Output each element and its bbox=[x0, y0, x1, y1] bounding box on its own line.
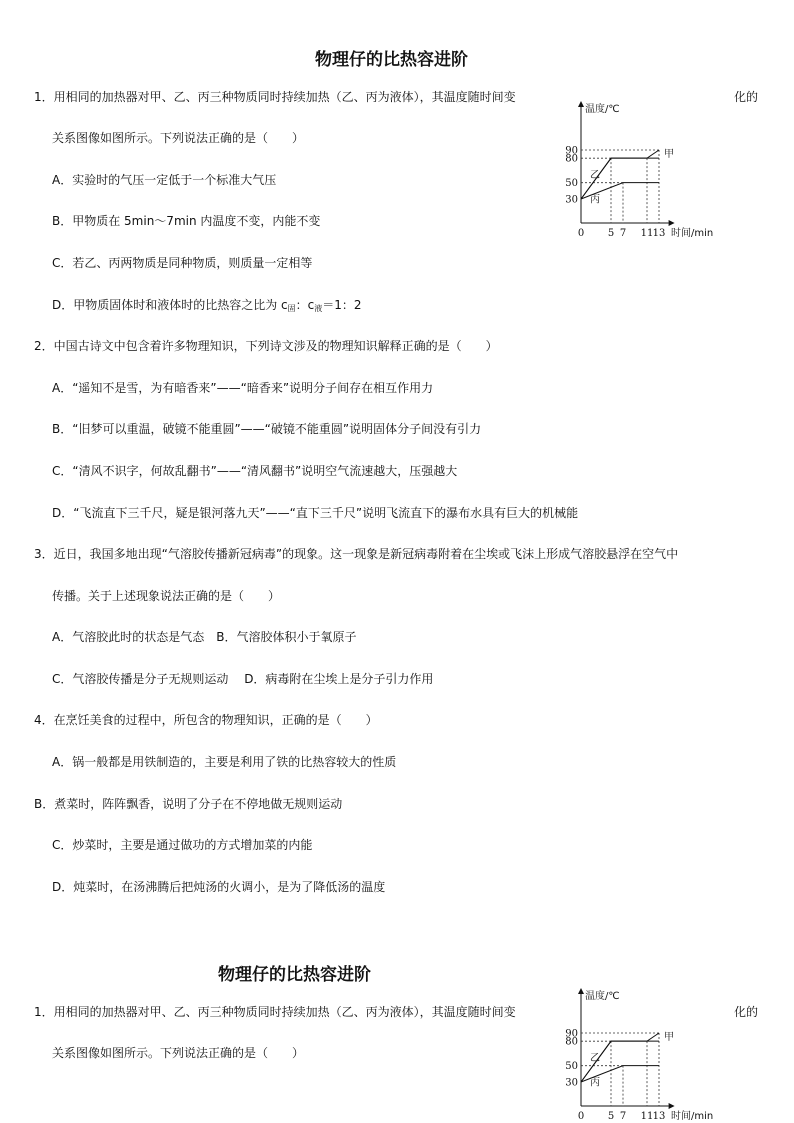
x-tick-label: 13 bbox=[652, 1111, 666, 1122]
q4-option-c: C．炒菜时，主要是通过做功的方式增加菜的内能 bbox=[52, 838, 313, 852]
temperature-time-graph-repeat bbox=[560, 985, 740, 1123]
q1-option-a: A．实验时的气压一定低于一个标准大气压 bbox=[52, 173, 277, 187]
q1-option-d-mid: ：c bbox=[295, 298, 315, 312]
series-label-bing: 丙 bbox=[590, 1077, 600, 1089]
q3-options-ab: A．气溶胶此时的状态是气态 B．气溶胶体积小于氧原子 bbox=[52, 630, 357, 644]
x-tick-label: 11 bbox=[640, 1111, 654, 1122]
q1-line2-repeat: 关系图像如图所示。下列说法正确的是（ ） bbox=[52, 1046, 305, 1060]
series-label-yi: 乙 bbox=[590, 169, 600, 181]
q2-stem: 2．中国古诗文中包含着许多物理知识，下列诗文涉及的物理知识解释正确的是（ ） bbox=[34, 339, 498, 353]
q2-option-a: A．“遥知不是雪，为有暗香来”——“暗香来”说明分子间存在相互作用力 bbox=[52, 381, 434, 395]
y-tick-label: 90 bbox=[565, 145, 578, 157]
q4-option-a: A．锅一般都是用铁制造的，主要是利用了铁的比热容较大的性质 bbox=[52, 755, 397, 769]
q1-option-d-sub2: 液 bbox=[314, 304, 323, 313]
q4-stem: 4．在烹饪美食的过程中，所包含的物理知识，正确的是（ ） bbox=[34, 713, 378, 727]
q1-line1: 1．用相同的加热器对甲、乙、丙三种物质同时持续加热（乙、丙为液体），其温度随时间变 bbox=[34, 90, 516, 104]
q1-line1-repeat: 1．用相同的加热器对甲、乙、丙三种物质同时持续加热（乙、丙为液体），其温度随时间变 bbox=[34, 1005, 516, 1019]
temperature-time-graph bbox=[560, 98, 740, 246]
q1-line2: 关系图像如图所示。下列说法正确的是（ ） bbox=[52, 131, 305, 145]
q1-option-d bbox=[52, 298, 362, 316]
y-axis-arrow bbox=[578, 988, 584, 994]
q4-option-b: B．煮菜时，阵阵飘香，说明了分子在不停地做无规则运动 bbox=[34, 797, 343, 811]
y-tick-label: 80 bbox=[565, 153, 578, 165]
q1-option-d-sub1: 固 bbox=[287, 304, 296, 313]
x-axis-arrow bbox=[669, 1103, 675, 1109]
y-tick-label: 50 bbox=[565, 178, 578, 190]
q2-option-c: C．“清风不识字，何故乱翻书”——“清风翻书”说明空气流速越大，压强越大 bbox=[52, 464, 458, 478]
x-axis-arrow bbox=[669, 220, 675, 226]
series-label-bing: 丙 bbox=[590, 194, 600, 206]
y-tick-label: 50 bbox=[565, 1061, 578, 1073]
series-label-jia: 甲 bbox=[664, 1032, 674, 1044]
series-label-jia: 甲 bbox=[664, 149, 674, 161]
q3-line2: 传播。关于上述现象说法正确的是（ ） bbox=[52, 589, 281, 603]
page-title-repeat: 物理仔的比热容进阶 bbox=[218, 965, 371, 985]
x-axis-label: 时间/min bbox=[671, 1111, 714, 1122]
q1-line1-tail-repeat: 化的 bbox=[734, 1005, 759, 1019]
x-tick-label: 13 bbox=[652, 228, 666, 239]
q1-line1-tail: 化的 bbox=[734, 90, 759, 104]
y-tick-label: 80 bbox=[565, 1036, 578, 1048]
q1-option-d-prefix: D．甲物质固体时和液体时的比热容之比为 c bbox=[52, 298, 288, 312]
y-axis-arrow bbox=[578, 101, 584, 107]
q2-option-b: B．“旧梦可以重温，破镜不能重圆”——“破镜不能重圆”说明固体分子间没有引力 bbox=[52, 422, 482, 436]
x-tick-label: 5 bbox=[607, 228, 615, 239]
x-tick-label: 7 bbox=[619, 228, 627, 239]
x-tick-label: 5 bbox=[607, 1111, 615, 1122]
q3-line1: 3．近日，我国多地出现“气溶胶传播新冠病毒”的现象。这一现象是新冠病毒附着在尘埃或飞沫上形成气溶胶悬浮在空气中 bbox=[34, 547, 679, 561]
q1-option-d-suffix: ＝1：2 bbox=[322, 298, 362, 312]
y-tick-label: 30 bbox=[565, 1077, 578, 1089]
x-tick-label: 11 bbox=[640, 228, 654, 239]
x-tick-label: 0 bbox=[577, 1111, 585, 1122]
series-label-yi: 乙 bbox=[590, 1052, 600, 1064]
q1-option-c: C．若乙、丙两物质是同种物质，则质量一定相等 bbox=[52, 256, 313, 270]
x-tick-label: 0 bbox=[577, 228, 585, 239]
y-axis-label: 温度/℃ bbox=[585, 104, 620, 115]
q3-options-cd: C．气溶胶传播是分子无规则运动 D．病毒附在尘埃上是分子引力作用 bbox=[52, 672, 434, 686]
q4-option-d: D．炖菜时，在汤沸腾后把炖汤的火调小，是为了降低汤的温度 bbox=[52, 880, 386, 894]
q2-option-d: D．“飞流直下三千尺，疑是银河落九天”——“直下三千尺”说明飞流直下的瀑布水具有巨大的机械能 bbox=[52, 506, 579, 520]
y-axis-label: 温度/℃ bbox=[585, 991, 620, 1002]
q1-option-b: B．甲物质在 5min～7min 内温度不变，内能不变 bbox=[52, 214, 321, 228]
x-axis-label: 时间/min bbox=[671, 228, 714, 239]
y-tick-label: 30 bbox=[565, 194, 578, 206]
y-tick-label: 90 bbox=[565, 1028, 578, 1040]
page-title: 物理仔的比热容进阶 bbox=[315, 50, 468, 70]
x-tick-label: 7 bbox=[619, 1111, 627, 1122]
